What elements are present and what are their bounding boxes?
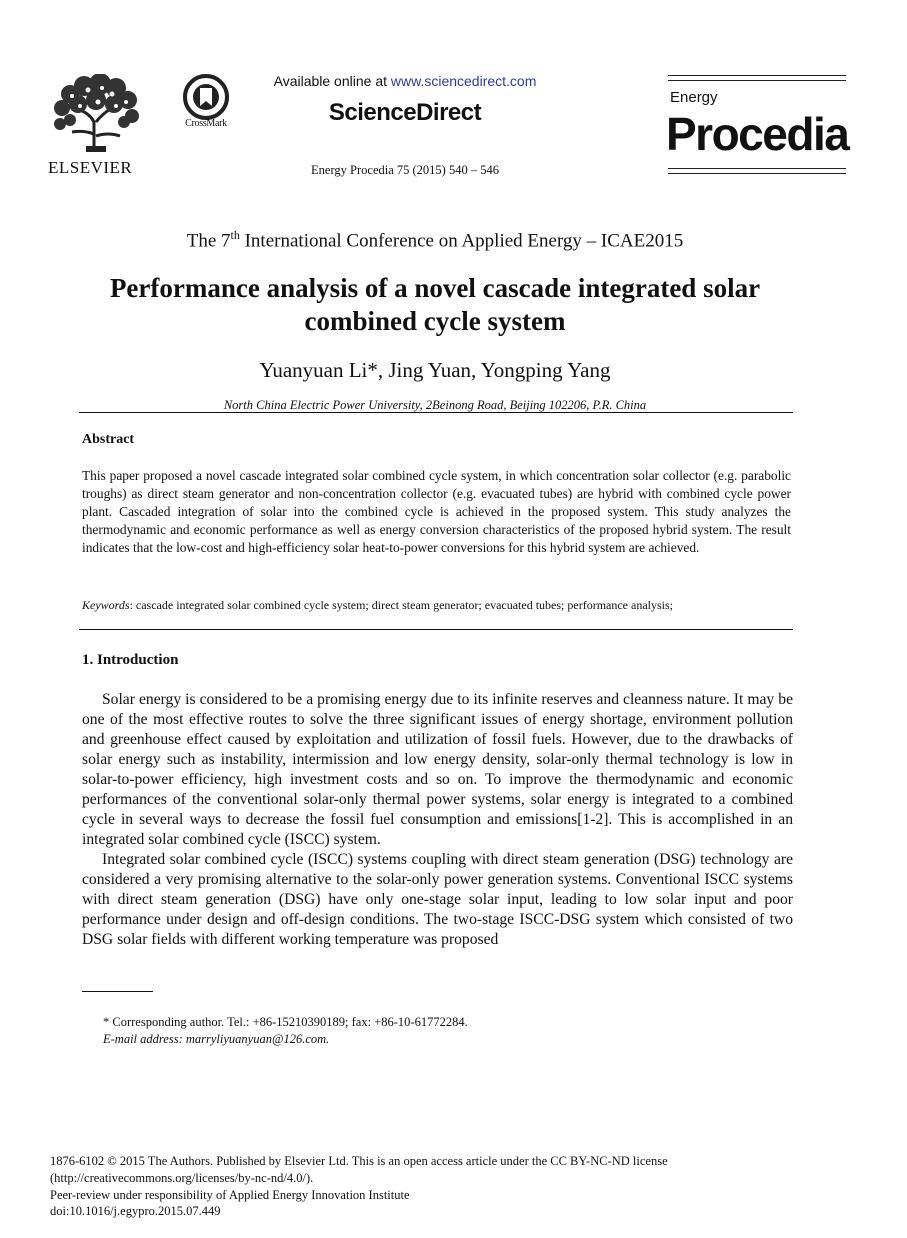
paper-title-line1: Performance analysis of a novel cascade integrated solar (109, 273, 761, 303)
footnote-email: E-mail address: marryliyuanyuan@126.com. (103, 1032, 330, 1046)
journal-logo-rule-top (668, 75, 846, 76)
conference-suffix: International Conference on Applied Energy – ICAE2015 (239, 230, 684, 252)
paper-title (60, 272, 810, 338)
journal-logo-rule-top2 (668, 80, 846, 81)
sciencedirect-link[interactable]: www.sciencedirect.com (390, 73, 537, 89)
platform-title: ScienceDirect (328, 99, 482, 126)
available-prefix: Available online at (273, 73, 391, 89)
available-online-line (230, 73, 580, 89)
keywords-label: Keywords (82, 598, 130, 612)
affiliation: North China Electric Power University, 2Beinong Road, Beijing 102206, P.R. China (223, 398, 647, 412)
journal-logo-word2: Procedia (666, 108, 849, 160)
publisher-name: ELSEVIER (48, 158, 133, 177)
elsevier-logo (48, 74, 148, 178)
intro-paragraph-1: Solar energy is considered to be a promising energy due to its infinite reserves and cleanness nature. It may be one of the most effective routes to solve the three significant issues of energy shortage, environment pollution and greenhouse effect caused by exploitation and utilization of fossil fuels. However, due to the drawbacks of solar energy such as instability, intermission and low energy density, solar-only thermal technology is low in solar-to-power efficiency, high investment costs and so on. To improve the thermodynamic and economic performances of the conventional solar-only thermal power systems, solar energy is integrated to a combined cycle in several ways to decrease the fossil fuel consumption and emissions[1-2]. This is accomplished in an integrated solar combined cycle (ISCC) system. (82, 691, 793, 848)
license-link[interactable]: (http://creativecommons.org/licenses/by-nc-nd/4.0/). (50, 1170, 314, 1185)
intro-heading: 1. Introduction (82, 652, 179, 668)
crossmark-label: CrossMark (185, 118, 227, 129)
abstract-body: This paper proposed a novel cascade integrated solar combined cycle system, in which concentration solar collector (e.g. parabolic troughs) as direct steam generator and non-concentration collector (e.g. evacuated tubes) are hybrid with combined cycle power plant. Cascaded integration of solar into the combined cycle is achieved in the proposed system. This study analyzes the thermodynamic and economic performance as well as energy conversion characteristics of the proposed hybrid system. The result indicates that the low-cost and high-efficiency solar heat-to-power conversions for this hybrid system are achieved. (82, 468, 791, 555)
conference-sup: th (230, 228, 240, 242)
conference-prefix: The 7 (186, 230, 231, 252)
keywords-text: : cascade integrated solar combined cycle system; direct steam generator; evacuated tubes; performance analysis; (129, 598, 673, 612)
authors: Yuanyuan Li*, Jing Yuan, Yongping Yang (259, 358, 611, 382)
journal-logo-rule-bottom (668, 168, 846, 169)
divider-top (79, 412, 793, 413)
abstract-heading: Abstract (82, 432, 135, 447)
copyright-block (50, 1153, 750, 1220)
conference-line (40, 228, 830, 252)
intro-body (82, 690, 793, 950)
copyright-line: 1876-6102 © 2015 The Authors. Published by Elsevier Ltd. This is an open access article under the CC BY-NC-ND license (50, 1154, 668, 1168)
footnote-corresponding: * Corresponding author. Tel.: +86-15210390189; fax: +86-10-61772284. (103, 1015, 468, 1029)
journal-logo-word1: Energy (670, 89, 718, 106)
keywords (82, 598, 791, 613)
journal-logo-rule-bottom2 (668, 173, 846, 174)
crossmark-icon (183, 74, 229, 120)
crossmark-badge[interactable] (176, 74, 236, 134)
footnote-rule (82, 991, 153, 992)
peer-review-line: Peer-review under responsibility of Applied Energy Innovation Institute (50, 1187, 410, 1202)
paper-title-line2: combined cycle system (304, 306, 566, 336)
divider-bottom (79, 629, 793, 630)
journal-reference: Energy Procedia 75 (2015) 540 – 546 (311, 163, 499, 177)
doi-line[interactable]: doi:10.1016/j.egypro.2015.07.449 (50, 1204, 221, 1219)
elsevier-tree-icon (50, 74, 142, 154)
intro-paragraph-2: Integrated solar combined cycle (ISCC) systems coupling with direct steam generation (DSG) technology are considered a very promising alternative to the solar-only power generation systems. Conventional ISCC systems with direct steam generation (DSG) have only one-stage solar input, leading to low solar input and poor performance under design and off-design conditions. The two-stage ISCC-DSG system which consisted of two DSG solar fields with different working temperature was proposed (82, 851, 793, 948)
